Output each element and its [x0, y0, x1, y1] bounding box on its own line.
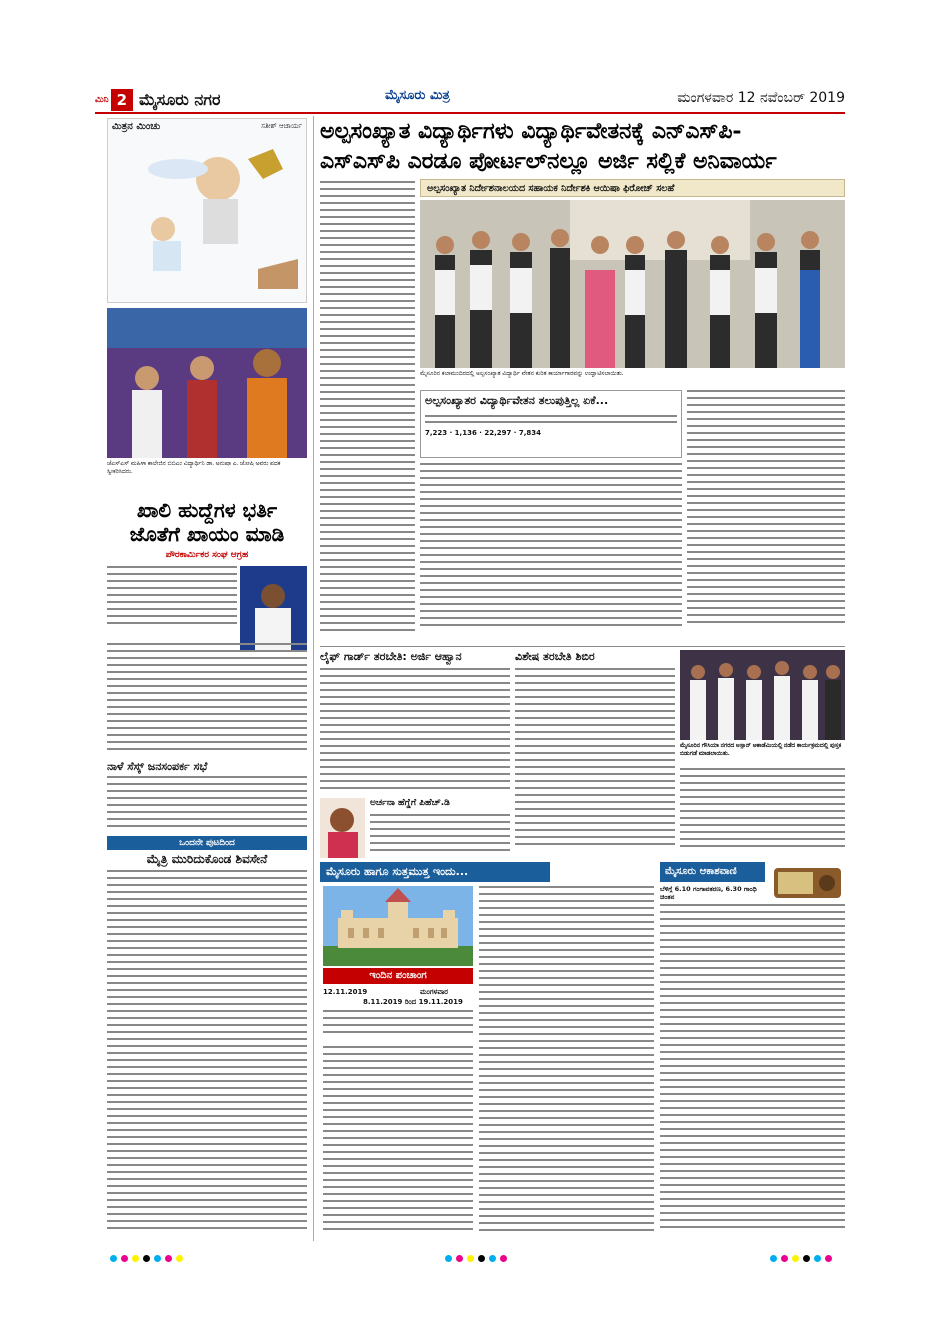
main-story-body: [320, 181, 415, 636]
radio-schedule: [660, 904, 845, 1236]
header-rule: [95, 112, 845, 114]
phd-photo: [320, 798, 365, 858]
radio-title: ಮೈಸೂರು ಆಕಾಶವಾಣಿ: [660, 862, 765, 882]
event-photo-caption: ಜೆಎಸ್‌ಎಸ್ ಮಹಿಳಾ ಕಾಲೇಜಿನ ಬಿಬಿಎಂ ವಿದ್ಯಾರ್ಥಿನಿ ಡಾ. ಅನುಷಾ ಎ. ಜೋಷಿ ಅವರು ಪದಕ ಸ್ವೀಕರಿಸಿದರು.: [107, 461, 281, 475]
registration-marks-left: [110, 1255, 183, 1262]
panchanga-title: ಇಂದಿನ ಪಂಚಾಂಗ: [323, 968, 473, 984]
phd-headline: ಅರ್ಚನಾ ಹೆಗ್ಡೆಗೆ ಪಿಹೆಚ್.ಡಿ: [370, 798, 450, 808]
registration-marks-center: [445, 1255, 507, 1262]
cartoon: [107, 118, 307, 303]
mid-rule: [320, 646, 845, 647]
book-release-photo: [680, 650, 845, 740]
vacancy-body: [107, 566, 237, 638]
story-columns-mid: [420, 463, 682, 638]
radio-icon: [770, 862, 845, 900]
vacancy-headline-line2: ಜೊತೆಗೆ ಖಾಯಂ ಮಾಡಿ: [129, 522, 285, 546]
main-photo: [420, 200, 845, 368]
event-photo: [107, 308, 307, 458]
cartoon-drawing: [108, 119, 307, 303]
section-title: ಮೈಸೂರು ನಗರ: [139, 90, 221, 109]
quote-box-numbers: 7,223 · 1,136 · 22,297 · 7,834: [425, 429, 542, 437]
cartoon-artist: ಸತೀಶ್ ಆಚಾರ್ಯ: [261, 122, 302, 130]
quote-box-title: ಅಲ್ಪಸಂಖ್ಯಾತರ ವಿದ್ಯಾರ್ಥಿವೇತನ ತಲುಪುತ್ತಿಲ್ಲ ಏಕೆ...: [425, 394, 609, 407]
main-headline-line1: ಅಲ್ಪಸಂಖ್ಯಾತ ವಿದ್ಯಾರ್ಥಿಗಳು ವಿದ್ಯಾರ್ಥಿವೇತನಕ್ಕೆ ಎನ್‌ಎಸ್‌ಪಿ-: [320, 118, 742, 144]
obituary-body: [107, 870, 307, 1235]
page-number: 2: [111, 89, 133, 111]
quote-box: [420, 390, 682, 458]
issue-date: ಮಂಗಳವಾರ 12 ನವೆಂಬರ್ 2019: [677, 90, 845, 106]
main-headline-line2: ಎಸ್‌ಎಸ್‌ಪಿ ಎರಡೂ ಪೋರ್ಟಲ್‌ನಲ್ಲೂ ಅರ್ಜಿ ಸಲ್ಲಿಕೆ ಅನಿವಾರ್ಯ: [320, 148, 777, 174]
page-tag: ಮಿನಿ: [95, 95, 109, 105]
main-subhead: ಅಲ್ಪಸಂಖ್ಯಾತ ನಿರ್ದೇಶನಾಲಯದ ಸಹಾಯಕ ನಿರ್ದೇಶಕಿ ಆಯಿಷಾ ಫಿರೋಜ್ ಸಲಹೆ: [420, 179, 845, 197]
life-guard-headline: ಲೈಫ್ ಗಾರ್ಡ್ ತರಬೇತಿ: ಅರ್ಜಿ ಆಹ್ವಾನ: [320, 650, 462, 663]
newspaper-page: [95, 88, 845, 1248]
phd-body: [370, 814, 510, 856]
panchanga-date: 12.11.2019: [323, 988, 368, 996]
vacancy-headline: [107, 498, 307, 546]
book-release-body: [680, 768, 845, 856]
column-divider: [313, 116, 314, 1241]
main-headline: [320, 116, 845, 176]
vacancy-kicker: ಪೌರಕಾರ್ಮಿಕರ ಸಂಘ ಆಗ್ರಹ: [165, 550, 249, 560]
vacancy-headline-line1: ಖಾಲಿ ಹುದ್ದೆಗಳ ಭರ್ತಿ: [136, 498, 278, 522]
life-guard-body: [320, 668, 510, 796]
vacancy-photo: [240, 566, 307, 651]
panchanga-body: [323, 1010, 473, 1040]
janasampark-headline: ನಾಳೆ ಸೆಸ್ಕ್ ಜನಸಂಪರ್ಕ ಸಭೆ: [107, 760, 208, 773]
special-training-body: [515, 668, 675, 856]
panchanga-day: ಮಂಗಳವಾರ: [420, 988, 449, 996]
panchanga-range: 8.11.2019 ರಿಂದ 19.11.2019: [363, 998, 463, 1006]
story-columns-right: [687, 390, 845, 638]
janasampark-body: [107, 776, 307, 831]
obituary-title: ಮೈತ್ರಿ ಮುರಿದುಕೊಂಡ ಶಿವಸೇನೆ: [146, 852, 268, 866]
main-photo-caption: ಮೈಸೂರಿನ ಕಲಾಮಂದಿರದಲ್ಲಿ ಅಲ್ಪಸಂಖ್ಯಾತ ವಿದ್ಯಾರ್ಥಿ ವೇತನ ಕುರಿತ ಕಾರ್ಯಾಗಾರವನ್ನು ಉದ್ಘಾಟಿಸಲಾಯಿತು.: [420, 371, 624, 377]
cartoon-title: ಮಿತ್ರನ ಮಿಂಚು: [112, 121, 161, 132]
events-body-right: [479, 886, 654, 1236]
obituary-kicker: ಒಂದನೇ ಪುಟದಿಂದ: [107, 836, 307, 850]
book-release-caption: ಮೈಸೂರಿನ ಗೌಸಿಯಾ ನಗರದ ಅಸ್ಸಾನ್ ಅಕಾಡೆಮಿಯಲ್ಲಿ ನಡೆದ ಕಾರ್ಯಕ್ರಮದಲ್ಲಿ ಪುಸ್ತಕ ಬಿಡುಗಡೆ ಮಾಡಲಾಯಿತು.: [680, 743, 842, 757]
registration-marks-right: [770, 1255, 832, 1262]
vacancy-body-2: [107, 643, 307, 758]
special-training-headline: ವಿಶೇಷ ತರಬೇತಿ ಶಿಬಿರ: [515, 650, 595, 663]
events-body-left: [323, 1046, 473, 1236]
mysore-palace-photo: [323, 886, 473, 966]
radio-first-item: ಬೆಳಿಗ್ಗೆ 6.10 ಗಂಗಾವತರಣ, 6.30 ಗಾಂಧಿ ಚಿಂತನ: [660, 885, 757, 901]
masthead: ಮೈಸೂರು ಮಿತ್ರ: [385, 88, 450, 103]
events-title: ಮೈಸೂರು ಹಾಗೂ ಸುತ್ತಮುತ್ತ ಇಂದು...: [320, 862, 550, 882]
